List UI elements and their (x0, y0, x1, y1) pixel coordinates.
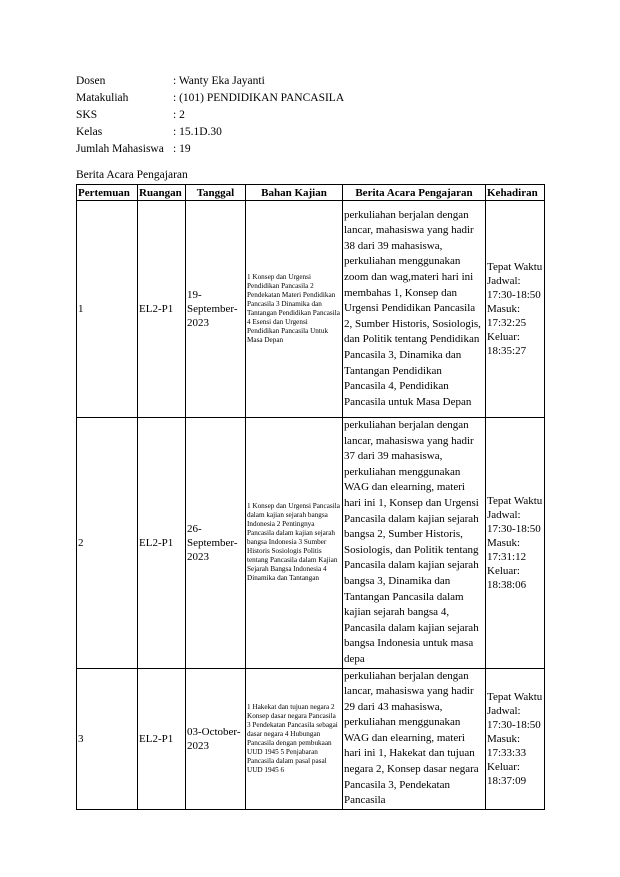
jumlah-label: Jumlah Mahasiswa (76, 143, 164, 155)
info-row-matakuliah (76, 90, 344, 107)
cell-tanggal: 19-September-2023 (186, 201, 246, 418)
cell-bahan-kajian: 1 Konsep dan Urgensi Pendidikan Pancasila 2 Pendekatan Materi Pendidikan Pancasila 3 Dinamika dan Tantangan Pendidikan Pancasila 4 Esensi dan Urgensi Pendidikan Pancasila Untuk Masa Depan (246, 201, 343, 418)
kelas-value: : 15.1D.30 (173, 126, 222, 138)
info-row-jumlah (76, 141, 344, 158)
cell-pertemuan: 1 (77, 201, 138, 418)
cell-berita-acara: perkuliahan berjalan dengan lancar, mahasiswa yang hadir 37 dari 39 mahasiswa, perkuliahan menggunakan WAG dan elearning, materi hari ini 1, Konsep dan Urgensi Pancasila dalam kajian sejarah bangsa 2, Sumber Historis, Sosiologis, dan Politik tentang Pancasila dalam kajian sejarah bangsa 3, Dinamika dan Tantangan Pancasila dalam kajian sejarah bangsa 4, Pancasila dalam kajian sejarah bangsa Indonesia untuk masa depa (343, 418, 486, 669)
info-row-sks (76, 107, 344, 124)
header-tanggal: Tanggal (186, 185, 246, 201)
section-title: Berita Acara Pengajaran (76, 169, 188, 181)
cell-ruangan: EL2-P1 (138, 201, 186, 418)
matakuliah-label: Matakuliah (76, 92, 129, 104)
berita-acara-table (76, 184, 545, 810)
header-kehadiran: Kehadiran (486, 185, 545, 201)
cell-bahan-kajian: 1 Konsep dan Urgensi Pancasila dalam kajian sejarah bangsa Indonesia 2 Pentingnya Pancasila dalam kajian sejarah bangsa Indonesia 3 Sumber Historis Sosiologis Politis tentang Pancasila dalam Kajian Sejarah Bangsa Indonesia 4 Dinamika dan Tantangan (246, 418, 343, 669)
dosen-label: Dosen (76, 75, 106, 87)
cell-tanggal: 26-September-2023 (186, 418, 246, 669)
header-bahan-kajian: Bahan Kajian (246, 185, 343, 201)
table-row (77, 201, 545, 418)
course-info (76, 73, 344, 158)
info-row-kelas (76, 124, 344, 141)
cell-pertemuan: 3 (77, 668, 138, 809)
cell-ruangan: EL2-P1 (138, 668, 186, 809)
cell-ruangan: EL2-P1 (138, 418, 186, 669)
header-berita-acara: Berita Acara Pengajaran (343, 185, 486, 201)
cell-pertemuan: 2 (77, 418, 138, 669)
cell-kehadiran: Tepat Waktu Jadwal: 17:30-18:50 Masuk: 17:33:33 Keluar: 18:37:09 (486, 668, 545, 809)
table-row (77, 418, 545, 669)
table-header-row (77, 185, 545, 201)
cell-tanggal: 03-October-2023 (186, 668, 246, 809)
cell-berita-acara: perkuliahan berjalan dengan lancar, mahasiswa yang hadir 29 dari 43 mahasiswa, perkuliahan menggunakan WAG dan elearning, materi hari ini 1, Hakekat dan tujuan negara 2, Konsep dasar negara Pancasila 3, Pendekatan Pancasila (343, 668, 486, 809)
sks-label: SKS (76, 109, 98, 121)
cell-kehadiran: Tepat Waktu Jadwal: 17:30-18:50 Masuk: 17:31:12 Keluar: 18:38:06 (486, 418, 545, 669)
sks-value: : 2 (173, 109, 185, 121)
jumlah-value: : 19 (173, 143, 191, 155)
cell-kehadiran: Tepat Waktu Jadwal: 17:30-18:50 Masuk: 17:32:25 Keluar: 18:35:27 (486, 201, 545, 418)
cell-bahan-kajian: 1 Hakekat dan tujuan negara 2 Konsep dasar negara Pancasila 3 Pendekatan Pancasila sebagai dasar negara 4 Hubungan Pancasila dengan pembukaan UUD 1945 5 Penjabaran Pancasila dalam pasal pasal UUD 1945 6 (246, 668, 343, 809)
dosen-value: : Wanty Eka Jayanti (173, 75, 265, 87)
kelas-label: Kelas (76, 126, 103, 138)
matakuliah-value: : (101) PENDIDIKAN PANCASILA (173, 92, 345, 104)
table-row (77, 668, 545, 809)
header-ruangan: Ruangan (138, 185, 186, 201)
cell-berita-acara: perkuliahan berjalan dengan lancar, mahasiswa yang hadir 38 dari 39 mahasiswa, perkuliahan menggunakan zoom dan wag,materi hari ini membahas 1, Konsep dan Urgensi Pendidikan Pancasila 2, Sumber Historis, Sosiologis, dan Politik tentang Pendidikan Pancasila 3, Dinamika dan Tantangan Pendidikan Pancasila 4, Pendidikan Pancasila untuk Masa Depan (343, 201, 486, 418)
info-row-dosen (76, 73, 344, 90)
header-pertemuan: Pertemuan (77, 185, 138, 201)
